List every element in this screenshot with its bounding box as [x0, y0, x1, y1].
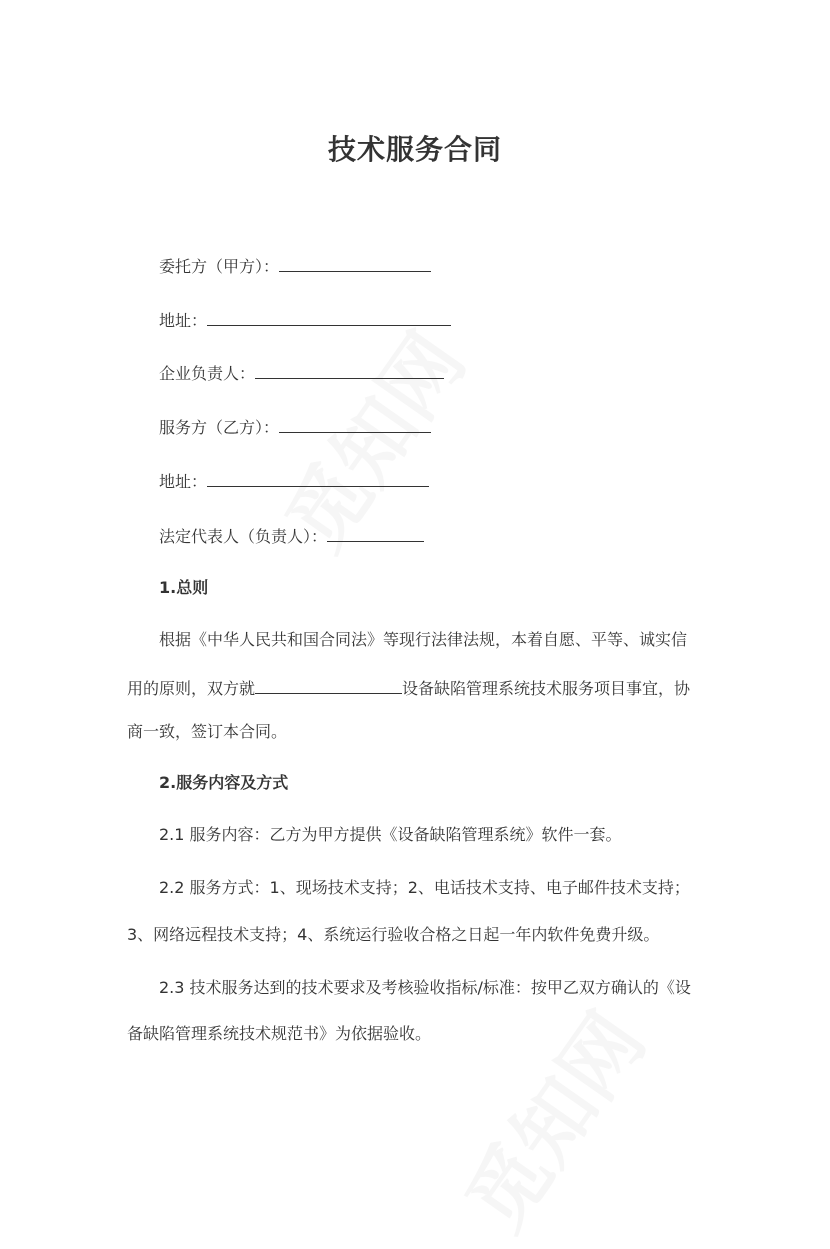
field-client-address [159, 308, 451, 332]
blank-line [255, 361, 444, 379]
blank-line [255, 676, 402, 694]
field-label: 企业负责人： [159, 364, 256, 383]
field-label: 地址： [159, 472, 208, 491]
field-label: 法定代表人（负责人）： [159, 527, 328, 546]
field-provider-address [159, 469, 429, 493]
blank-line [207, 469, 429, 487]
blank-line [207, 308, 451, 326]
paragraph-line: 3、网络远程技术支持；4、系统运行验收合格之日起一年内软件免费升级。 [127, 925, 660, 944]
section-heading: 1.总则 [159, 578, 209, 597]
paragraph-line: 2.2 服务方式：1、现场技术支持；2、电话技术支持、电子邮件技术支持； [159, 878, 690, 897]
field-client [159, 254, 431, 278]
text: 设备缺陷管理系统技术服务项目事宜，协 [402, 679, 691, 698]
paragraph-line: 根据《中华人民共和国合同法》等现行法律法规，本着自愿、平等、诚实信 [159, 630, 688, 649]
watermark [434, 986, 666, 1249]
paragraph-line: 2.3 技术服务达到的技术要求及考核验收指标/标准：按甲乙双方确认的《设 [159, 978, 691, 997]
blank-line [279, 254, 431, 272]
paragraph-line: 商一致，签订本合同。 [127, 722, 288, 741]
field-label: 地址： [159, 311, 208, 330]
paragraph-line: 2.1 服务内容：乙方为甲方提供《设备缺陷管理系统》软件一套。 [159, 825, 622, 844]
field-label: 委托方（甲方）： [159, 257, 280, 276]
section-heading: 2.服务内容及方式 [159, 773, 289, 792]
document-title: 技术服务合同 [327, 133, 502, 166]
blank-line [327, 524, 424, 542]
paragraph-line: 备缺陷管理系统技术规范书》为依据验收。 [127, 1024, 432, 1043]
field-label: 服务方（乙方）： [159, 418, 280, 437]
text: 用的原则，双方就 [127, 679, 256, 698]
field-provider [159, 415, 431, 439]
field-legal-rep [159, 524, 424, 548]
paragraph-line [127, 676, 690, 700]
field-enterprise-head [159, 361, 444, 385]
blank-line [279, 415, 431, 433]
